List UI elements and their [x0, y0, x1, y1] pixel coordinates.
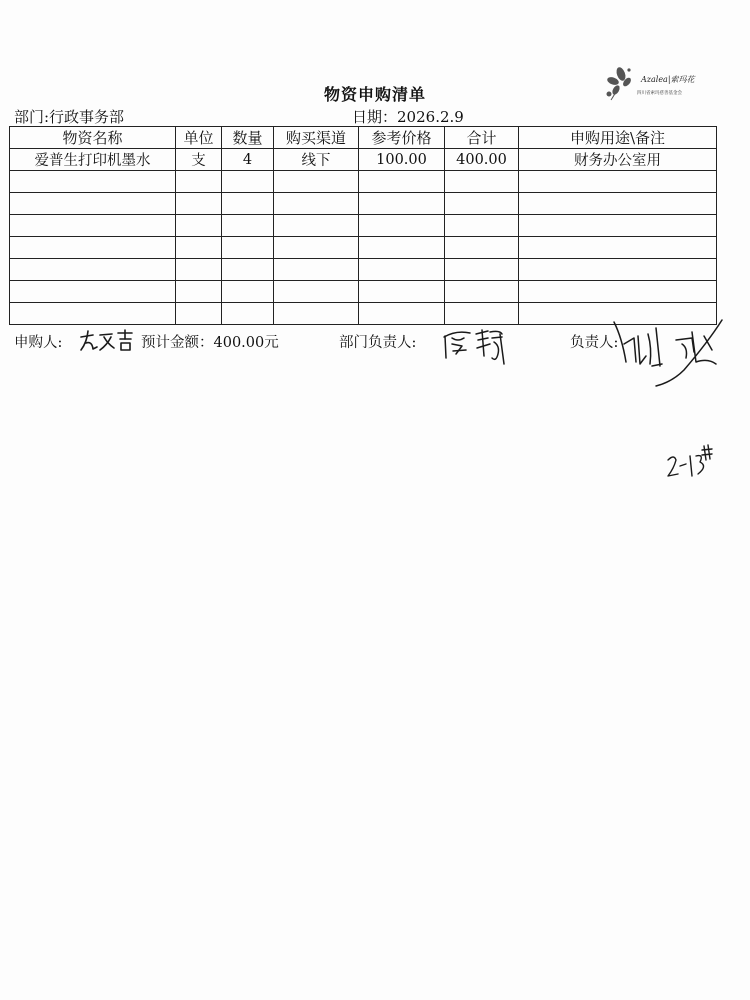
applicant-label: 申购人: — [14, 335, 63, 351]
responsible-label: 负责人: — [570, 335, 619, 351]
cell-item-name — [10, 259, 176, 281]
table-row — [10, 215, 717, 237]
department-field: 部门:行政事务部 — [14, 108, 125, 126]
cell-total — [445, 215, 519, 237]
cell-quantity: 4 — [222, 149, 274, 171]
dept-manager-signature — [440, 324, 510, 366]
cell-channel — [274, 303, 359, 325]
cell-purpose-notes — [519, 259, 717, 281]
cell-item-name — [10, 171, 176, 193]
cell-item-name — [10, 303, 176, 325]
header-item-name: 物资名称 — [10, 127, 176, 149]
cell-unit — [176, 193, 222, 215]
cell-total — [445, 193, 519, 215]
estimate-value: 400.00元 — [213, 335, 279, 351]
cell-reference-price — [359, 303, 445, 325]
cell-item-name — [10, 193, 176, 215]
header-channel: 购买渠道 — [274, 127, 359, 149]
cell-channel — [274, 259, 359, 281]
cell-item-name — [10, 237, 176, 259]
header-purpose-notes: 申购用途\备注 — [519, 127, 717, 149]
cell-quantity — [222, 193, 274, 215]
estimated-amount — [141, 331, 279, 352]
header-reference-price: 参考价格 — [359, 127, 445, 149]
cell-unit — [176, 215, 222, 237]
cell-quantity — [222, 303, 274, 325]
header-unit: 单位 — [176, 127, 222, 149]
cell-unit — [176, 171, 222, 193]
dept-manager-label: 部门负责人: — [339, 335, 417, 351]
handwritten-date-note — [664, 438, 714, 482]
cell-total: 400.00 — [445, 149, 519, 171]
cell-purpose-notes — [519, 237, 717, 259]
cell-quantity — [222, 215, 274, 237]
cell-item-name — [10, 215, 176, 237]
cell-total — [445, 259, 519, 281]
cell-unit: 支 — [176, 149, 222, 171]
cell-quantity — [222, 237, 274, 259]
cell-total — [445, 171, 519, 193]
table-row — [10, 281, 717, 303]
cell-quantity — [222, 281, 274, 303]
table-row — [10, 259, 717, 281]
cell-reference-price — [359, 281, 445, 303]
cell-reference-price — [359, 237, 445, 259]
cell-purpose-notes — [519, 281, 717, 303]
table-row — [10, 193, 717, 215]
responsible-signature — [612, 318, 724, 388]
cell-reference-price — [359, 193, 445, 215]
table-row — [10, 171, 717, 193]
cell-reference-price — [359, 171, 445, 193]
cell-quantity — [222, 171, 274, 193]
cell-item-name: 爱普生打印机墨水 — [10, 149, 176, 171]
cell-channel — [274, 193, 359, 215]
date-label: 日期： — [352, 108, 398, 126]
cell-channel — [274, 215, 359, 237]
cell-channel: 线下 — [274, 149, 359, 171]
cell-unit — [176, 303, 222, 325]
cell-unit — [176, 259, 222, 281]
header-total: 合计 — [445, 127, 519, 149]
cell-quantity — [222, 259, 274, 281]
table-row — [10, 303, 717, 325]
cell-purpose-notes — [519, 215, 717, 237]
purchase-table — [9, 126, 717, 325]
estimate-label: 预计金额： — [141, 335, 214, 351]
logo-wordmark: Azalea|索玛花 — [641, 75, 695, 84]
cell-total — [445, 303, 519, 325]
date-field — [352, 106, 464, 127]
cell-channel — [274, 281, 359, 303]
cell-total — [445, 237, 519, 259]
cell-unit — [176, 281, 222, 303]
cell-purpose-notes — [519, 193, 717, 215]
cell-reference-price — [359, 259, 445, 281]
cell-reference-price: 100.00 — [359, 149, 445, 171]
table-row — [10, 237, 717, 259]
cell-channel — [274, 171, 359, 193]
cell-unit — [176, 237, 222, 259]
date-value: 2026.2.9 — [397, 108, 464, 126]
table-row — [10, 149, 717, 171]
applicant-signature — [78, 328, 136, 354]
cell-reference-price — [359, 215, 445, 237]
cell-purpose-notes: 财务办公室用 — [519, 149, 717, 171]
document-title: 物资申购清单 — [323, 85, 426, 104]
header-quantity: 数量 — [222, 127, 274, 149]
cell-channel — [274, 237, 359, 259]
cell-total — [445, 281, 519, 303]
logo-subtitle: 四川省索玛慈善基金会 — [637, 91, 682, 96]
table-header-row — [10, 127, 717, 149]
cell-purpose-notes — [519, 171, 717, 193]
cell-item-name — [10, 281, 176, 303]
